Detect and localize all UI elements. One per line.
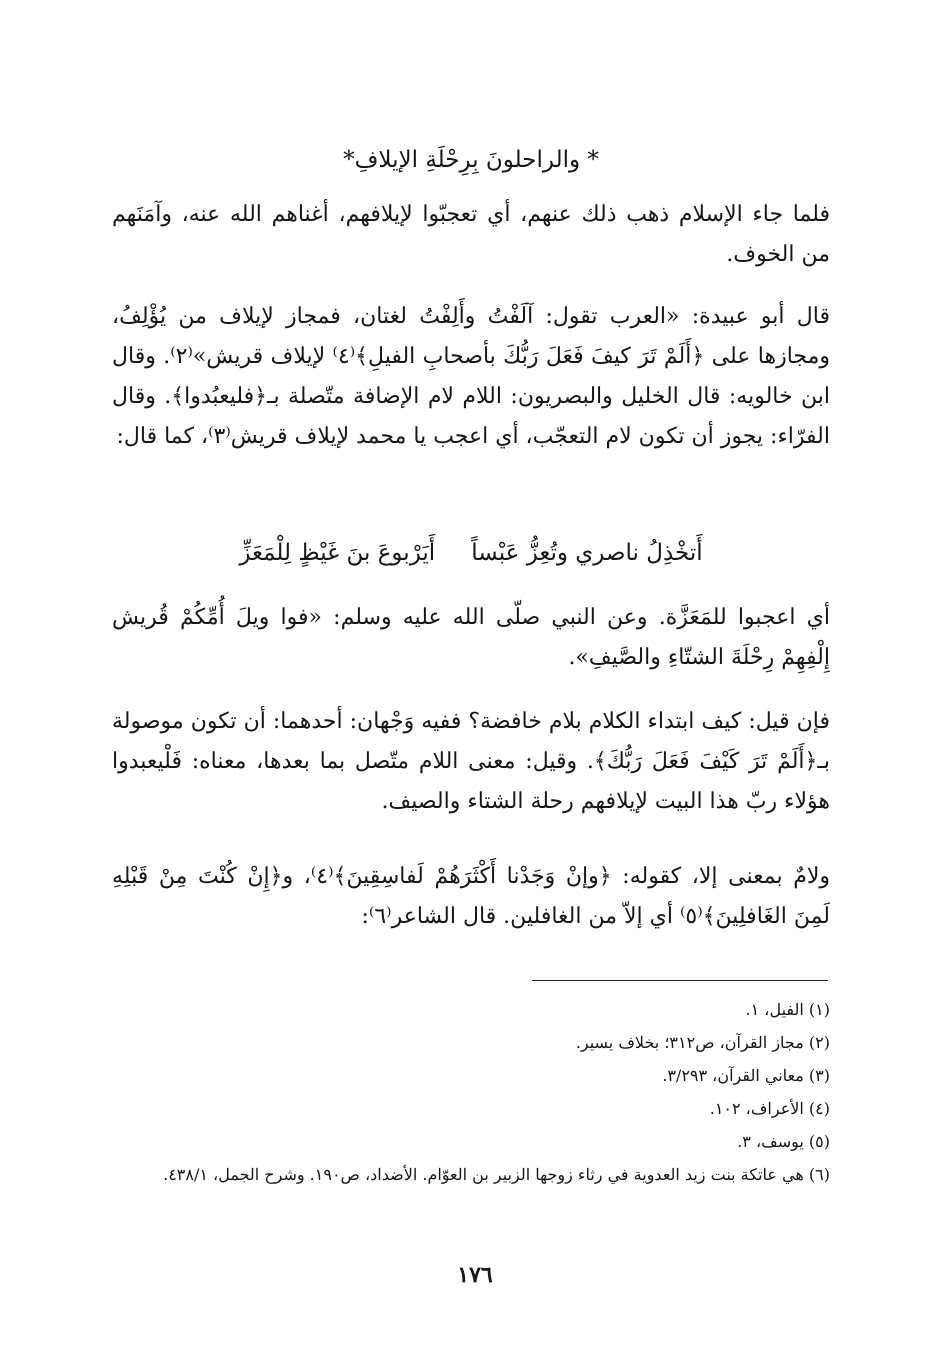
paragraph-2: قال أبو عبيدة: «العرب تقول: آلَفْتُ وأَلِفْتُ لغتان، فمجاز لإيلاف من يُؤْلِفُ، ومجازها على ﴿أَلَمْ تَرَ كيفَ فَعَلَ رَبُّكَ بأصحابِ الفيلِ﴾⁽٤⁾ لإيلاف قريش»⁽٢⁾. وقال ابن خالويه: قال الخليل والبصريون: اللام لام الإضافة متّصلة بـ﴿فليعبُدوا﴾. وقال الفرّاء: يجوز أن تكون لام التعجّب، أي اعجب يا محمد لإيلاف قريش⁽٣⁾، كما قال: — [112, 304, 831, 449]
paragraph-5: ولامٌ بمعنى إلا، كقوله: ﴿وإنْ وَجَدْنا أَكْثَرَهُمْ لَفاسِقِينَ﴾⁽٤⁾، و﴿إِنْ كُنْتَ مِنْ قَبْلِهِ لَمِنَ الغَافلِينَ﴾⁽٥⁾ أي إلاّ من الغافلين. قال الشاعر⁽٦⁾: — [112, 864, 830, 929]
poem-verse — [112, 533, 830, 573]
footnote-5: (٥) يوسف، ٣. — [737, 1132, 830, 1151]
footnote-4: (٤) الأعراف، ١٠٢. — [709, 1099, 830, 1118]
footnote-1: (١) الفيل، ١. — [745, 1000, 830, 1019]
heading-verse: * والراحلونَ بِرِحْلَةِ الإيلافِ* — [343, 147, 599, 173]
paragraph-1: فلما جاء الإسلام ذهب ذلك عنهم، أي تعجبّوا لإيلافهم، أغناهم الله عنه، وآمَنَهم من الخوف. — [112, 202, 830, 267]
poem-hemistich-first: أَتخْذِلُ ناصري وتُعِزُّ عَبْساً — [471, 540, 703, 566]
footnote-2: (٢) مجاز القرآن، ص٣١٢؛ بخلاف يسير. — [575, 1033, 830, 1052]
poem-hemistich-second: أَيَرْبوعَ بنَ غَيْظٍ لِلْمَعَزِّ — [239, 540, 436, 566]
paragraph-4: فإن قيل: كيف ابتداء الكلام بلام خافضة؟ ففيه وَجْهان: أحدهما: أن تكون موصولة بـ﴿أَلَمْ تَرَ كَيْفَ فَعَلَ رَبُّكَ﴾. وقيل: معنى اللام متّصل بما بعدها، معناه: فَلْيعبدوا هؤلاء ربّ هذا البيت لإيلافهم رحلة الشتاء والصيف. — [112, 709, 830, 814]
footnote-6: (٦) هي عاتكة بنت زيد العدوية في رثاء زوجها الزبير بن العوّام. الأضداد، ص١٩٠. وشرح الجمل، ٤٣٨/١. — [163, 1165, 830, 1184]
page-number: ١٧٦ — [457, 1262, 493, 1288]
footnotes — [112, 993, 830, 1191]
paragraph-3: أي اعجبوا للمَعَزَّة. وعن النبي صلّى الله عليه وسلم: «فوا ويلَ أُمِّكُمْ قُريش إِلْفِهِمْ رِحْلَةَ الشتّاءِ والصَّيفِ». — [112, 605, 830, 670]
footnote-separator — [532, 980, 828, 981]
footnote-3: (٣) معاني القرآن، ٣/٢٩٣. — [662, 1066, 830, 1085]
